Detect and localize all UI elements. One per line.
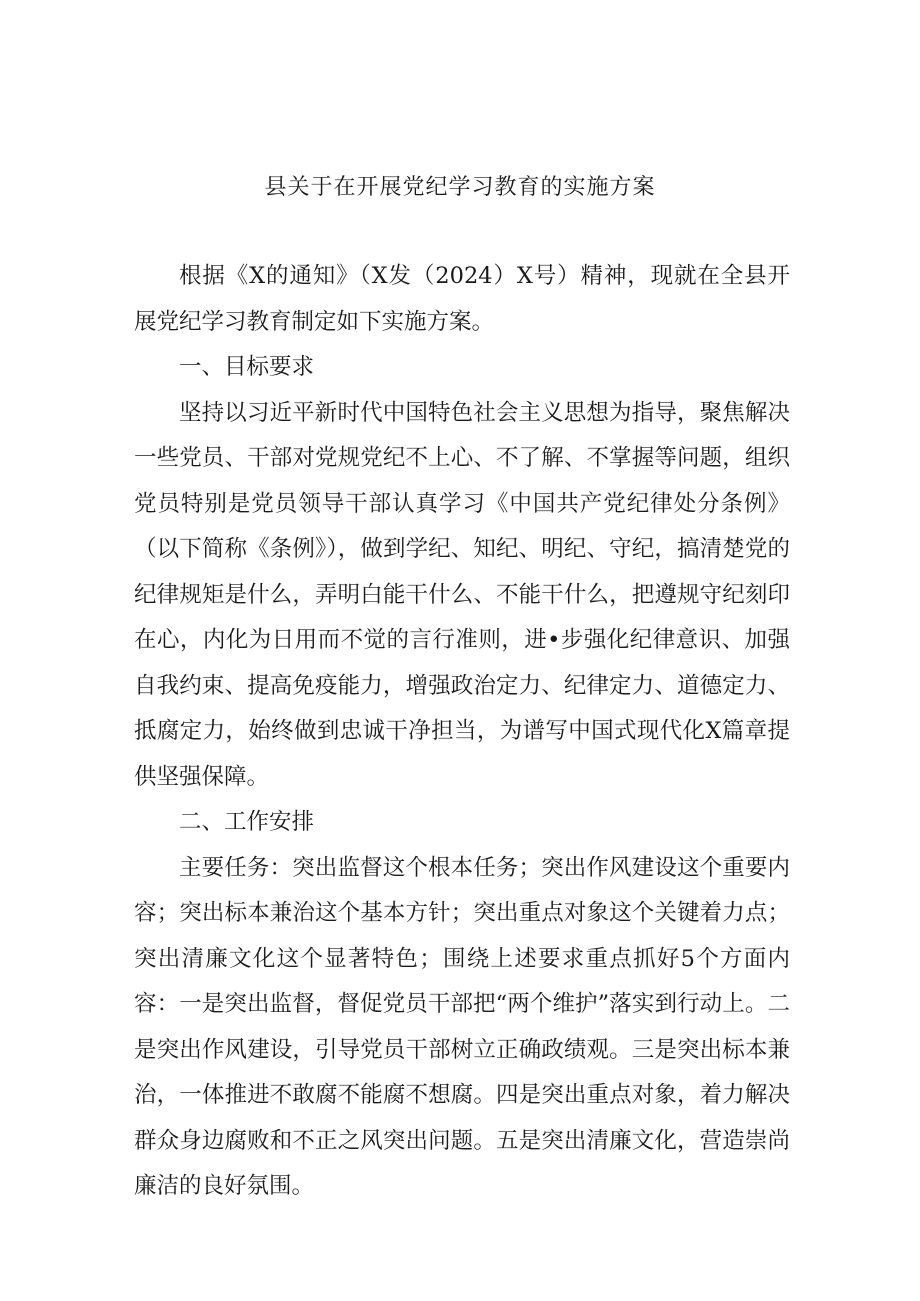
goals-paragraph: 坚持以习近平新时代中国特色社会主义思想为指导，聚焦解决一些党员、干部对党规党纪不上心、不了解、不掌握等问题，组织党员特别是党员领导干部认真学习《中国共产党纪律处分条例》（以下简称《条例》），做到学纪、知纪、明纪、守纪，搞清楚党的纪律规矩是什么，弄明白能干什么、不能干什么，把遵规守纪刻印在心，内化为日用而不觉的言行准则，进•步强化纪律意识、加强自我约束、提高免疫能力，增强政治定力、纪律定力、道德定力、抵腐定力，始终做到忠诚干净担当，为谱写中国式现代化X篇章提供坚强保障。 [134, 399, 790, 790]
document-body [134, 254, 790, 1210]
document-title: 县关于在开展党纪学习教育的实施方案 [264, 175, 656, 200]
arrangement-paragraph: 主要任务：突出监督这个根本任务；突出作风建设这个重要内容；突出标本兼治这个基本方针；突出重点对象这个关键着力点；突出清廉文化这个显著特色；围绕上述要求重点抓好5个方面内容：一是突出监督，督促党员干部把“两个维护”落实到行动上。二是突出作风建设，引导党员干部树立正确政绩观。三是突出标本兼治，一体推进不敢腐不能腐不想腐。四是突出重点对象，着力解决群众身边腐败和不正之风突出问题。五是突出清廉文化，营造崇尚廉洁的良好氛围。 [134, 854, 790, 1199]
intro-paragraph: 根据《X的通知》（X发（2024）X号）精神，现就在全县开展党纪学习教育制定如下实施方案。 [134, 263, 790, 335]
section-heading-arrangement: 二、工作安排 [179, 809, 315, 835]
section-heading-goals: 一、目标要求 [179, 354, 315, 380]
